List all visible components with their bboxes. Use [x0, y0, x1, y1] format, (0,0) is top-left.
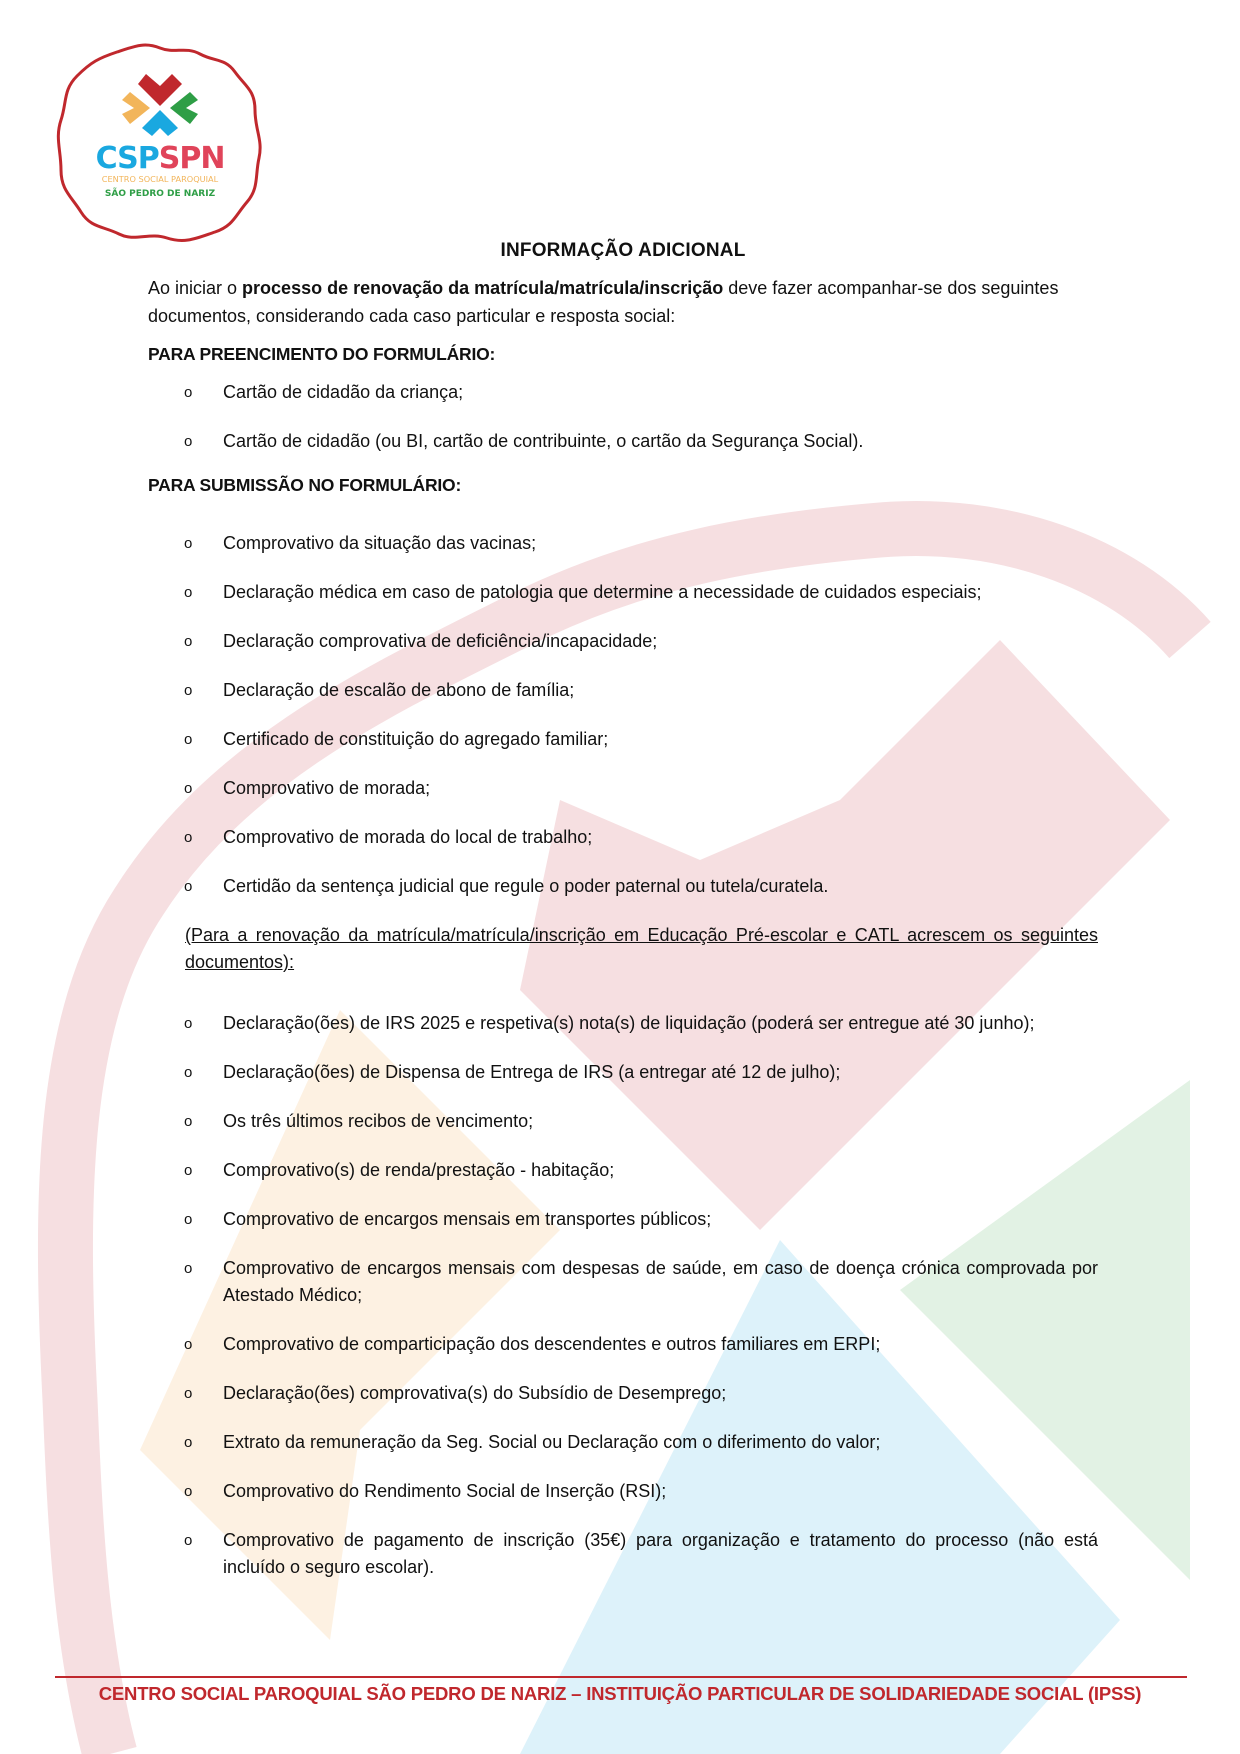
list-item: o Declaração(ões) comprovativa(s) do Subsídio de Desemprego; — [148, 1380, 1098, 1407]
extra-documents-list — [148, 1010, 1098, 1581]
circle-bullet-icon: o — [184, 682, 193, 699]
footer-divider — [55, 1676, 1187, 1678]
list-item: o Declaração comprovativa de deficiência/incapacidade; — [148, 628, 1098, 655]
circle-bullet-icon: o — [184, 633, 193, 650]
intro-prefix: Ao iniciar o — [148, 278, 243, 298]
list-item: o Cartão de cidadão da criança; — [148, 379, 1098, 406]
list-item: o Extrato da remuneração da Seg. Social ou Declaração com o diferimento do valor; — [148, 1429, 1098, 1456]
list-item: o Comprovativo de encargos mensais com despesas de saúde, em caso de doença crónica comprovada por Atestado Médico; — [148, 1255, 1098, 1309]
document-body — [148, 240, 1098, 1603]
circle-bullet-icon: o — [184, 829, 193, 846]
intro-paragraph — [148, 274, 1098, 330]
circle-bullet-icon: o — [184, 878, 193, 895]
list-item: o Comprovativo(s) de renda/prestação - habitação; — [148, 1157, 1098, 1184]
circle-bullet-icon: o — [184, 1336, 193, 1353]
document-title: INFORMAÇÃO ADICIONAL — [500, 240, 746, 261]
circle-bullet-icon: o — [184, 584, 193, 601]
circle-bullet-icon: o — [184, 1064, 193, 1081]
submit-documents-list — [148, 530, 1098, 900]
list-item: o Comprovativo da situação das vacinas; — [148, 530, 1098, 557]
list-item: o Comprovativo do Rendimento Social de Inserção (RSI); — [148, 1478, 1098, 1505]
circle-bullet-icon: o — [184, 1532, 193, 1549]
organization-logo — [55, 40, 265, 245]
footer-text: CENTRO SOCIAL PAROQUIAL SÃO PEDRO DE NARIZ – INSTITUIÇÃO PARTICULAR DE SOLIDARIEDADE SOCIAL (IPSS) — [98, 1683, 1142, 1704]
list-item: o Os três últimos recibos de vencimento; — [148, 1108, 1098, 1135]
list-item: o Comprovativo de morada; — [148, 775, 1098, 802]
circle-bullet-icon: o — [184, 731, 193, 748]
logo-subtitle: CENTRO SOCIAL PAROQUIAL — [101, 174, 219, 184]
circle-bullet-icon: o — [184, 1260, 193, 1277]
list-item: o Comprovativo de comparticipação dos descendentes e outros familiares em ERPI; — [148, 1331, 1098, 1358]
list-item: o Certificado de constituição do agregado familiar; — [148, 726, 1098, 753]
list-item: o Comprovativo de morada do local de trabalho; — [148, 824, 1098, 851]
logo-location: SÃO PEDRO DE NARIZ — [104, 189, 216, 199]
circle-bullet-icon: o — [184, 1162, 193, 1179]
circle-bullet-icon: o — [184, 1015, 193, 1032]
list-item: o Declaração(ões) de IRS 2025 e respetiva(s) nota(s) de liquidação (poderá ser entregue até 30 junho); — [148, 1010, 1098, 1037]
list-item: o Cartão de cidadão (ou BI, cartão de contribuinte, o cartão da Segurança Social). — [148, 428, 1098, 455]
intro-suffix: deve fazer acompanhar-se dos seguintes documentos, considerando cada caso particular e resposta social: — [148, 278, 1059, 326]
circle-bullet-icon: o — [184, 1483, 193, 1500]
list-item: o Comprovativo de encargos mensais em transportes públicos; — [148, 1206, 1098, 1233]
intro-bold: processo de renovação da matrícula/matrícula/inscrição — [242, 278, 724, 298]
logo-acronym-part2: SPN — [158, 141, 225, 176]
fill-documents-list — [148, 379, 1098, 455]
section-heading-fill: PARA PREENCIMENTO DO FORMULÁRIO: — [148, 344, 496, 364]
list-item: o Comprovativo de pagamento de inscrição (35€) para organização e tratamento do processo (não está incluído o seguro escolar). — [148, 1527, 1098, 1581]
circle-bullet-icon: o — [184, 433, 193, 450]
list-item: o Declaração de escalão de abono de família; — [148, 677, 1098, 704]
list-item: o Declaração(ões) de Dispensa de Entrega de IRS (a entregar até 12 de julho); — [148, 1059, 1098, 1086]
circle-bullet-icon: o — [184, 780, 193, 797]
preschool-catl-note: (Para a renovação da matrícula/matrícula/inscrição em Educação Pré-escolar e CATL acrescem os seguintes documentos): — [185, 925, 1098, 972]
circle-bullet-icon: o — [184, 535, 193, 552]
circle-bullet-icon: o — [184, 1113, 193, 1130]
svg-text:CSPSPN — [96, 141, 225, 176]
list-item: o Certidão da sentença judicial que regule o poder paternal ou tutela/curatela. — [148, 873, 1098, 900]
section-heading-submit: PARA SUBMISSÃO NO FORMULÁRIO: — [148, 475, 462, 495]
circle-bullet-icon: o — [184, 384, 193, 401]
circle-bullet-icon: o — [184, 1385, 193, 1402]
list-item: o Declaração médica em caso de patologia que determine a necessidade de cuidados especiais; — [148, 579, 1098, 606]
logo-acronym-part1: CSP — [95, 141, 159, 176]
circle-bullet-icon: o — [184, 1211, 193, 1228]
circle-bullet-icon: o — [184, 1434, 193, 1451]
